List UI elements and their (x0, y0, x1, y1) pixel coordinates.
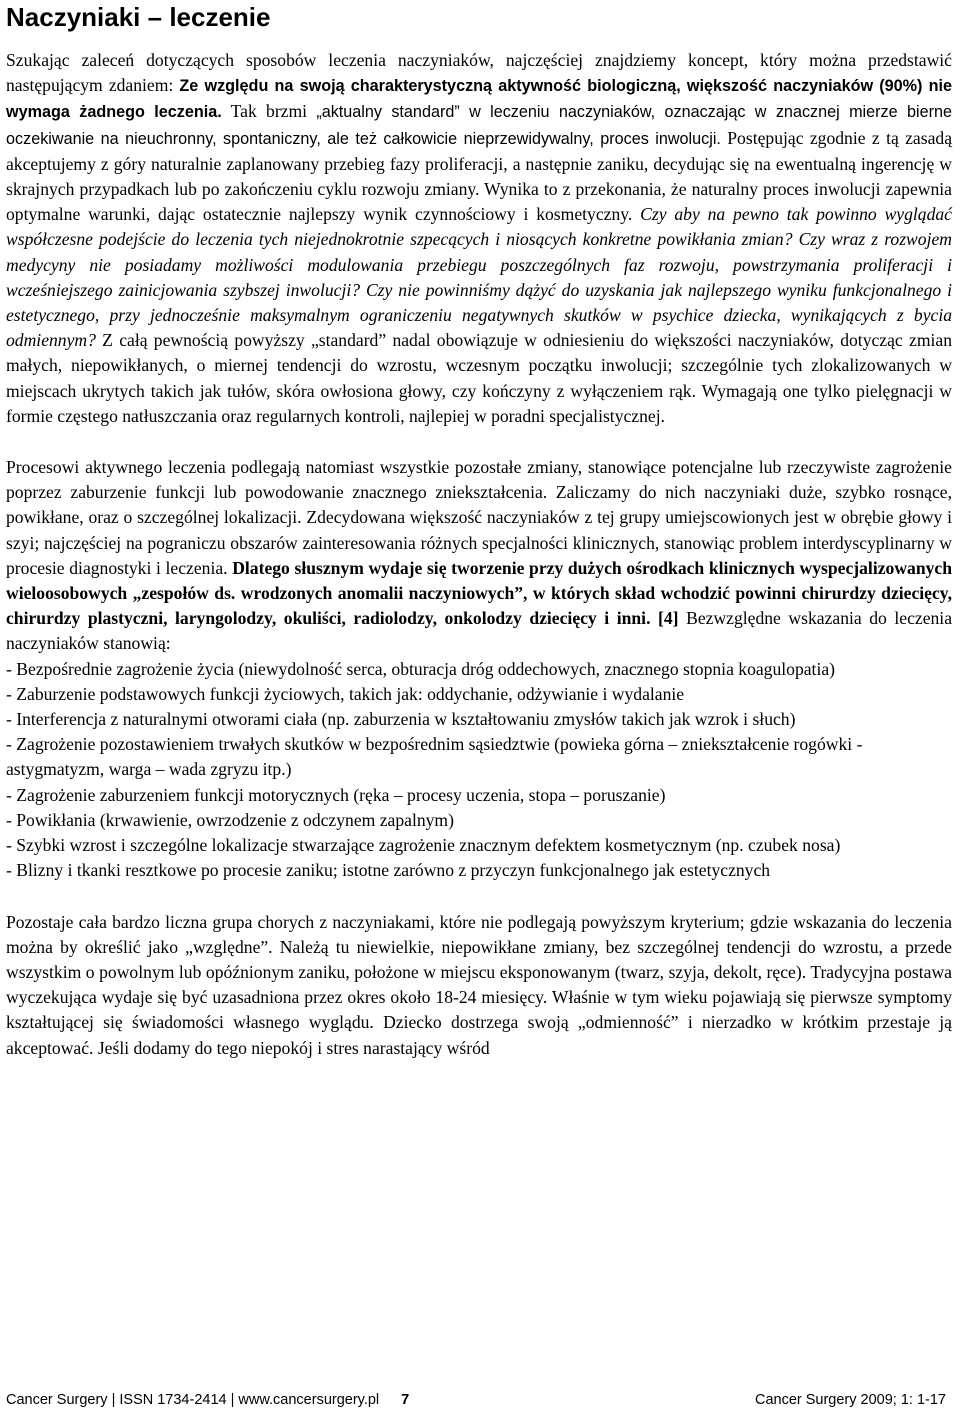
paragraph3-text: Pozostaje cała bardzo liczna grupa chorych z naczyniakami, które nie podlegają powyższym kryterium; gdzie wskazania do leczenia można by określić jako „względne”. Należą tu niewielkie, niepowikłane zmiany, bez szczególnej tendencji do wzrostu, a przede wszystkim o powolnym lub opóźnionym zaniku, położone w miejscu eksponowanym (twarz, szyja, dekolt, ręce). Tradycyjna postawa wyczekująca wydaje się być uzasadniona przez okres około 18-24 miesięcy. Właśnie w tym wieku pojawiają się pierwsze symptomy kształtującej się świadomości własnego wyglądu. Dziecko dostrzega swoją „odmienność” i nierzadko w krótkim przestaje ją akceptować. Jeśli dodamy do tego niepokój i stres narastający wśród (6, 911, 952, 1058)
indication-item: - Zagrożenie zaburzeniem funkcji motorycznych (ręka – procesy uczenia, stopa – poruszanie) (6, 784, 666, 805)
footer-journal-info (6, 1390, 409, 1410)
footer-citation: Cancer Surgery 2009; 1: 1-17 (754, 1392, 946, 1408)
section-title: Naczyniaki – leczenie (6, 2, 271, 32)
indication-item: - Powikłania (krwawienie, owrzodzenie z odczynem zapalnym) (6, 809, 454, 830)
paragraph1-text-b: Postępując zgodnie z tą zasadą akceptujemy z góry naturalnie zaplanowany przebieg fazy proliferacji, a następnie zaniku, decydując się na ewentualną ingerencję w skrajnych przypadkach lub po zakończeniu cyklu rozwoju zmiany. Wynika to z przekonania, że naturalny proces inwolucji zapewnia optymalne warunki, dając ostatecznie najlepszy wynik czynnościowy i kosmetyczny. (6, 127, 953, 225)
paragraph-active-treatment (6, 455, 952, 883)
indication-item: - Blizny i tkanki resztkowe po procesie zaniku; istotne zarówno z przyczyn funkcjonalnego jak estetycznych (6, 860, 771, 881)
paragraph1-text-c: Z całą pewnością powyższy „standard” nadal obowiązuje w odniesieniu do większości naczyniaków, dotycząc zmian małych, niepowikłanych, o miernej tendencji do wzrostu, wczesnym początku inwolucji; szczególnie tych zlokalizowanych w miejscach ukrytych takich jak tułów, skóra owłosiona głowy, czy kończyny z wyłączeniem rąk. Wymagają one tylko pielęgnacji w formie częstego natłuszczania oraz regularnych kontroli, najlepiej w poradni specjalistycznej. (6, 330, 952, 426)
paragraph-relative-indications (6, 910, 952, 1061)
paragraph2-bold-teams: Dlatego słusznym wydaje się tworzenie przy dużych ośrodkach klinicznych wyspecjalizowanych wieloosobowych „zespołów ds. wrodzonych anomalii naczyniowych”, w których skład wchodzić powinni chirurdzy dziecięcy, chirurdzy plastyczni, laryngolodzy, okuliści, radiolodzy, onkolodzy dziecięcy i inni. [4] (6, 557, 952, 629)
paragraph1-intro: Szukając zaleceń dotyczących sposobów leczenia naczyniaków, najczęściej znajdziemy koncept, który można przedstawić następującym zdaniem: (6, 50, 952, 96)
paragraph2-indications-lead: Bezwzględne wskazania do leczenia naczyniaków stanowią: (6, 608, 953, 654)
paragraph1-sans-text: „aktualny standard” w leczeniu naczyniaków, oznaczając w znacznej mierze bierne oczekiwanie na nieuchronny, spontaniczny, ale też całkowicie nieprzewidywalny, proces inwolucji. (6, 103, 952, 148)
footer-journal-text: Cancer Surgery | ISSN 1734-2414 | www.cancersurgery.pl (6, 1392, 380, 1408)
paragraph2-intro: Procesowi aktywnego leczenia podlegają natomiast wszystkie pozostałe zmiany, stanowiące potencjalne lub rzeczywiste zagrożenie poprzez zaburzenie funkcji lub powodowanie znacznego zniekształcenia. Zaliczamy do nich naczyniaki duże, szybko rosnące, powikłane, oraz o szczególnej lokalizacji. Zdecydowana większość naczyniaków z tej grupy umiejscowionych jest w obrębie głowy i szyi; najczęściej na pograniczu obszarów zainteresowania różnych specjalności klinicznych, stanowiąc problem interdyscyplinarny w procesie diagnostyki i leczenia. (6, 457, 952, 578)
page-number: 7 (401, 1392, 410, 1408)
indication-item: - Zaburzenie podstawowych funkcji życiowych, takich jak: oddychanie, odżywianie i wydalanie (6, 683, 685, 704)
paragraph-treatment-standard (6, 48, 952, 429)
indication-item: - Interferencja z naturalnymi otworami ciała (np. zaburzenia w kształtowaniu zmysłów takich jak wzrok i słuch) (6, 709, 796, 730)
paragraph1-italic-questions: Czy aby na pewno tak powinno wyglądać współczesne podejście do leczenia tych niejednokrotnie szpecących i niosących konkretne powikłania zmian? Czy wraz z rozwojem medycyny nie posiadamy możliwości modulowania przebiegu poszczególnych faz rozwoju, powstrzymania proliferacji i wcześniejszego zainicjowania szybszej inwolucji? Czy nie powinniśmy dążyć do uzyskania jak najlepszego wyniku funkcjonalnego i estetycznego, przy jednocześnie maksymalnym ograniczeniu negatywnych skutków w psychice dziecka, wynikających z bycia odmiennym? (6, 204, 952, 351)
indication-item: - Zagrożenie pozostawieniem trwałych skutków w bezpośrednim sąsiedztwie (powieka górna – zniekształcenie rogówki - astygmatyzm, warga – wada zgryzu itp.) (6, 734, 863, 780)
indication-item: - Bezpośrednie zagrożenie życia (niewydolność serca, obturacja dróg oddechowych, znacznego stopnia koagulopatia) (6, 658, 836, 679)
indication-item: - Szybki wzrost i szczególne lokalizacje stwarzające zagrożenie znacznym defektem kosmetycznym (np. czubek nosa) (6, 835, 841, 856)
paragraph1-bold-statement: Ze względu na swoją charakterystyczną aktywność biologiczną, większość naczyniaków (90%) nie wymaga żadnego leczenia. (6, 77, 952, 122)
paragraph1-text-a: Tak brzmi (221, 101, 317, 122)
article-page (6, 0, 952, 1061)
